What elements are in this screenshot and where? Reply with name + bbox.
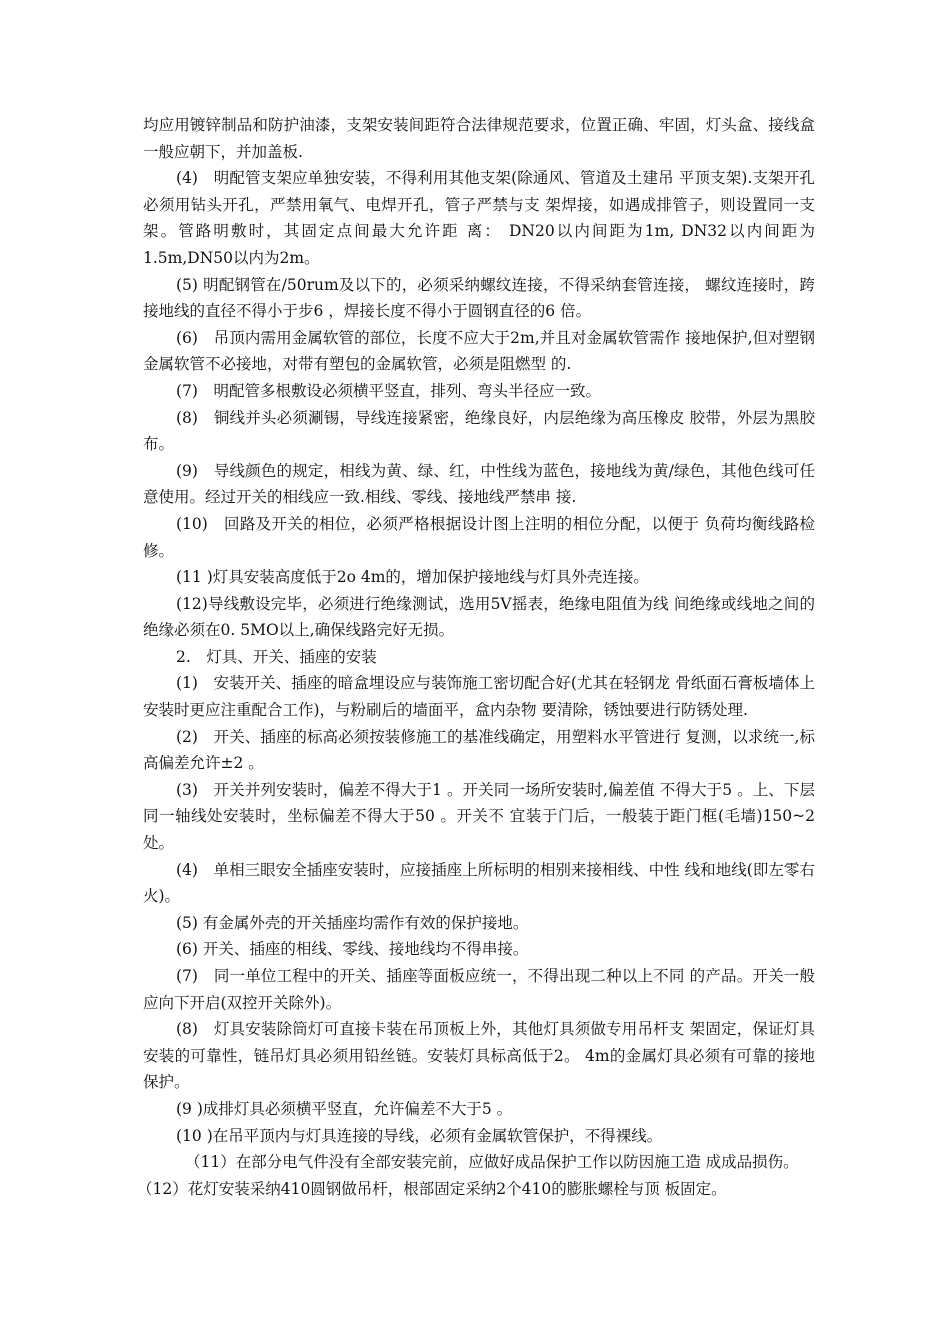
paragraph: (9 )成排灯具必须横平竖直，允许偏差不大于5 。 — [176, 1099, 513, 1118]
paragraph: (3) 开关并列安装时，偏差不得大于1 。开关同一场所安装时,偏差值 不得大于5 。上、下层同一轴线处安装时，坐标偏差不得大于50 。开关不 宜装于门后，一般装于距门框(毛墙)150~2 处。 — [143, 780, 815, 853]
paragraph: (5) 有金属外壳的开关插座均需作有效的保护接地。 — [176, 913, 529, 932]
paragraph: (10) 回路及开关的相位，必须严格根据设计图上注明的相位分配，以便于 负荷均衡线路检修。 — [143, 514, 815, 560]
paragraph: (7) 同一单位工程中的开关、插座等面板应统一，不得出现二种以上不同 的产品。开关一般应向下开启(双控开关除外)。 — [143, 967, 815, 1012]
paragraph: (8) 铜线并头必须涮锡，导线连接紧密，绝缘良好，内层绝缘为高压橡皮 胶带，外层为黑胶布。 — [143, 408, 815, 454]
paragraph: (11 )灯具安装高度低于2o 4m的，增加保护接地线与灯具外壳连接。 — [176, 568, 649, 587]
paragraph: (2) 开关、插座的标高必须按装修施工的基准线确定，用塑料水平管进行 复测，以求统一,标高偏差允许±2 。 — [143, 727, 815, 773]
paragraph: (12)导线敷设完毕，必须进行绝缘测试，选用5V摇表，绝缘电阻值为线 间绝缘或线地之间的绝缘必须在0. 5MO以上,确保线路完好无损。 — [143, 594, 815, 640]
paragraph: (5) 明配钢管在/50rum及以下的，必须采纳螺纹连接，不得采纳套管连接， 螺纹连接时，跨接地线的直径不得小于步6 ，焊接长度不得小于圆钢直径的6 倍。 — [143, 275, 815, 321]
paragraph: 均应用镀锌制品和防护油漆，支架安装间距符合法律规范要求，位置正确、牢固，灯头盒、接线盒一般应朝下，并加盖板. — [143, 116, 815, 161]
paragraph: (1) 安装开关、插座的暗盒埋设应与装饰施工密切配合好(尤其在轻钢龙 骨纸面石膏板墙体上安装时更应注重配合工作)，与粉刷后的墙面平，盒内杂物 要清除，锈蚀要进行防锈处理. — [143, 674, 815, 720]
paragraph: (6) 开关、插座的相线、零线、接地线均不得串接。 — [176, 940, 529, 959]
paragraph: (4) 明配管支架应单独安装，不得利用其他支架(除通风、管道及土建吊 平顶支架).支架开孔必须用钻头开孔，严禁用氧气、电焊开孔，管子严禁与支 架焊接，如遇成排管子，则设置同一支架。管路明敷时，其固定点间最大允许距 离： DN20以内间距为1m, DN32以内间距为1.5m,DN50以内为2m。 — [143, 169, 815, 267]
paragraph: (4) 单相三眼安全插座安装时，应接插座上所标明的相别来接相线、中性 线和地线(即左零右火)。 — [143, 860, 815, 906]
paragraph: (8) 灯具安装除筒灯可直接卡装在吊顶板上外，其他灯具须做专用吊杆支 架固定，保证灯具安装的可靠性，链吊灯具必须用铅丝链。安装灯具标高低于2。 4m的金属灯具必须有可靠的接地保护。 — [143, 1020, 815, 1092]
paragraph: （12）花灯安装采纳410圆钢做吊杆，根部固定采纳2个410的膨胀螺栓与顶 板固定。 — [137, 1179, 727, 1198]
paragraph: (9) 导线颜色的规定，相线为黄、绿、红，中性线为蓝色，接地线为黄/绿色，其他色线可任意使用。经过开关的相线应一致.相线、零线、接地线严禁串 接. — [143, 461, 815, 507]
paragraph: (6) 吊顶内需用金属软管的部位，长度不应大于2m,并且对金属软管需作 接地保护,但对塑钢金属软管不必接地，对带有塑包的金属软管，必须是阻燃型 的. — [143, 328, 815, 374]
paragraph: (10 )在吊平顶内与灯具连接的导线，必须有金属软管保护，不得裸线。 — [176, 1126, 663, 1145]
paragraph: （11）在部分电气件没有全部安装完前，应做好成品保护工作以防因施工造 成成品损伤。 — [185, 1153, 799, 1172]
document-body — [137, 112, 815, 1202]
section-heading: 2. 灯具、开关、插座的安装 — [176, 647, 377, 666]
paragraph: (7) 明配管多根敷设必须横平竖直，排列、弯头半径应一致。 — [176, 381, 601, 400]
